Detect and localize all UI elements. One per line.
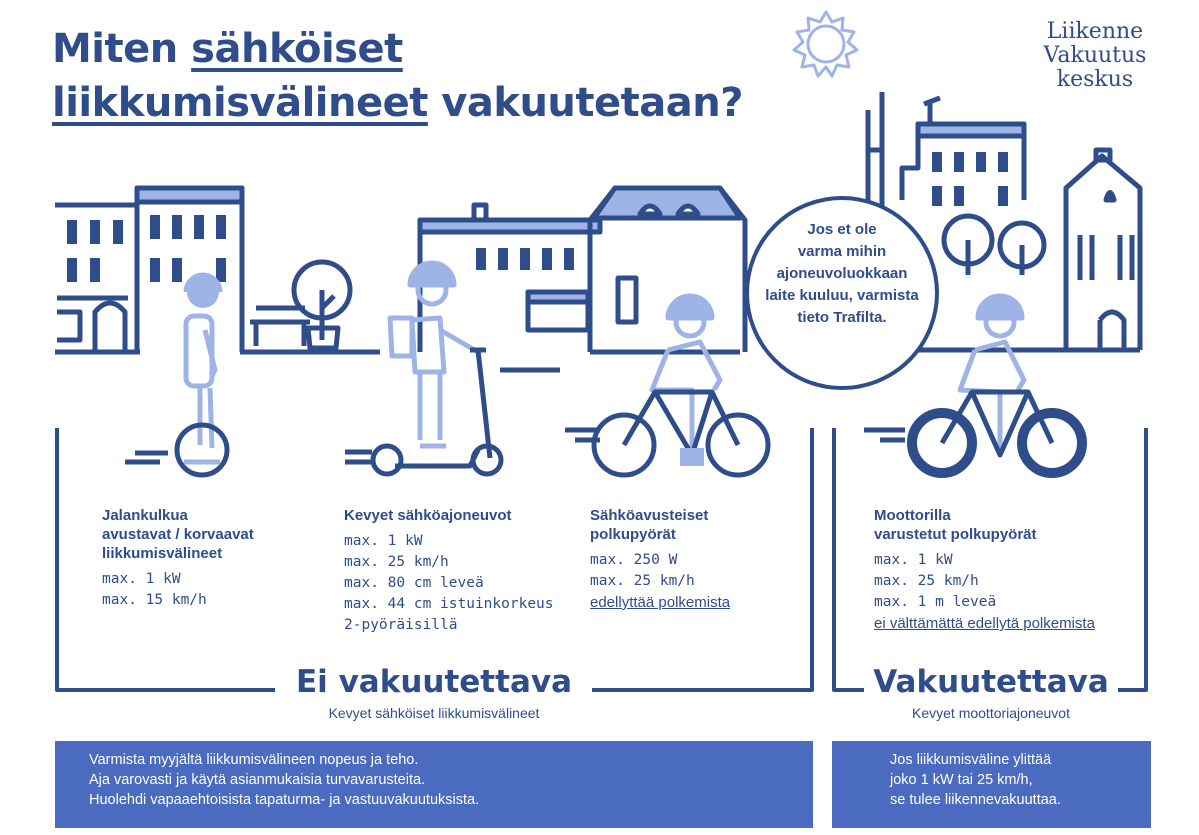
electric-scooter-icon: [345, 263, 501, 474]
advice-line: Jos liikkumisväline ylittää: [890, 752, 1052, 768]
spec-line: max. 25 km/h: [874, 573, 979, 589]
title-text: Miten: [52, 26, 192, 72]
category-title: Sähköavusteiset: [590, 507, 709, 524]
logo-line: keskus: [1056, 67, 1134, 92]
title-underlined-text: liikkumisvälineet: [52, 80, 428, 126]
category-title: polkupyörät: [590, 526, 676, 543]
advice-line: Varmista myyjältä liikkumisvälineen nopeus ja teho.: [89, 752, 419, 768]
spec-line: max. 15 km/h: [102, 592, 207, 608]
advice-line: se tulee liikennevakuuttaa.: [890, 792, 1061, 808]
spec-line: max. 1 kW: [102, 571, 181, 587]
spec-line: max. 250 W: [590, 552, 678, 568]
spec-line: max. 1 kW: [874, 552, 953, 568]
title-underlined-text: sähköiset: [191, 26, 403, 72]
spec-line: max. 80 cm leveä: [344, 575, 484, 591]
bubble-line: laite kuuluu, varmista: [765, 287, 919, 304]
right-group-subheading: Kevyet moottoriajoneuvot: [912, 705, 1070, 721]
title-text: vakuutetaan?: [427, 80, 743, 126]
category-title: Kevyet sähköajoneuvot: [344, 507, 512, 524]
middle-buildings-icon: [420, 188, 745, 352]
left-advice-panel: [55, 741, 813, 828]
left-group-subheading: Kevyet sähköiset liikkumisvälineet: [328, 705, 540, 721]
sun-icon: [794, 12, 857, 76]
category-light-electric-vehicles: [344, 506, 554, 636]
bubble-line: ajoneuvoluokkaan: [776, 265, 908, 282]
bench-tree-icon: [250, 262, 350, 348]
bubble-line: tieto Trafilta.: [797, 309, 887, 326]
category-pedestrian-aids: [102, 506, 254, 611]
right-advice-panel: [832, 741, 1151, 828]
bubble-line: Jos et ole: [807, 221, 877, 238]
advice-line: Aja varovasti ja käytä asianmukaisia turvavarusteita.: [89, 772, 426, 788]
spec-line: max. 25 km/h: [344, 554, 449, 570]
category-motorized-bicycles: [874, 506, 1095, 635]
spec-note: edellyttää polkemista: [590, 594, 731, 611]
category-title: Moottorilla: [874, 507, 951, 524]
logo-line: Liikenne: [1046, 19, 1144, 44]
info-bubble: [752, 219, 932, 329]
category-title: liikkumisvälineet: [102, 545, 223, 562]
spec-line: max. 1 kW: [344, 533, 423, 549]
electric-unicycle-icon: [125, 275, 227, 475]
bubble-line: varma mihin: [797, 243, 887, 260]
category-title: avustavat / korvaavat: [102, 526, 254, 543]
category-title: varustetut polkupyörät: [874, 526, 1037, 543]
ground-lines: [55, 350, 1140, 370]
spec-note: ei välttämättä edellytä polkemista: [874, 615, 1095, 632]
category-title: Jalankulkua: [102, 507, 188, 524]
electric-bicycle-icon: [565, 296, 768, 475]
spec-line: max. 25 km/h: [590, 573, 695, 589]
logo-line: Vakuutus: [1043, 43, 1147, 68]
advice-line: Huolehdi vapaaehtoisista tapaturma- ja vastuuvakuutuksista.: [89, 792, 480, 808]
spec-line: max. 1 m leveä: [874, 594, 997, 610]
category-e-bikes: [590, 506, 730, 614]
spec-line: max. 44 cm istuinkorkeus: [344, 596, 554, 612]
spec-line: 2-pyöräisillä: [344, 617, 458, 633]
left-group-heading: Ei vakuutettava: [295, 664, 572, 700]
advice-line: joko 1 kW tai 25 km/h,: [890, 772, 1033, 788]
right-group-heading: Vakuutettava: [873, 664, 1109, 700]
